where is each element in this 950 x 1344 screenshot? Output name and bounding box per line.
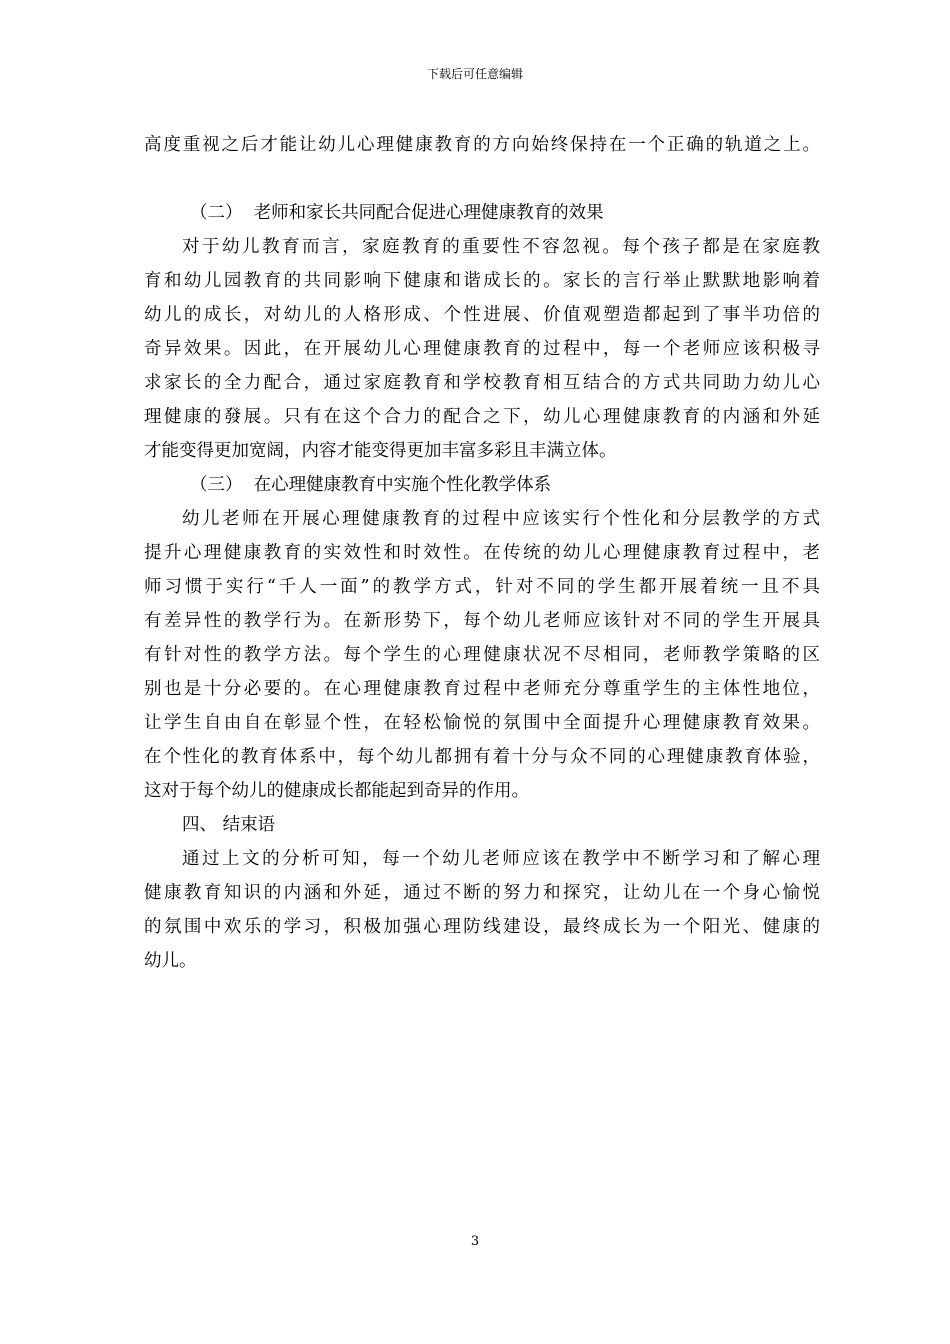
paragraph-line: 别也是十分必要的。在心理健康教育过程中老师充分尊重学生的主体性地位， [144,679,820,699]
document-body [144,128,820,978]
paragraph-line: 健康教育知识的内涵和外延，通过不断的努力和探究，让幼儿在一个身心愉悦 [144,883,820,903]
paragraph-line: 师习惯于实行“千人一面”的教学方式，针对不同的学生都开展着统一且不具 [144,577,820,597]
section-heading-4: 四、 结束语 [182,815,276,835]
page-header: 下载后可任意编辑 [426,67,523,81]
paragraph-line: 育和幼儿园教育的共同影响下健康和谐成长的。家长的言行举止默默地影响着 [144,271,820,291]
page-number: 3 [470,1234,480,1249]
paragraph-line: 有针对性的教学方法。每个学生的心理健康状况不尽相同，老师教学策略的区 [144,645,820,665]
paragraph-line: 提升心理健康教育的实效性和时效性。在传统的幼儿心理健康教育过程中，老 [144,543,820,563]
paragraph-line: 在个性化的教育体系中，每个幼儿都拥有着十分与众不同的心理健康教育体验， [144,747,820,767]
paragraph-line: 这对于每个幼儿的健康成长都能起到奇异的作用。 [144,781,529,801]
paragraph-line: 求家长的全力配合，通过家庭教育和学校教育相互结合的方式共同助力幼儿心 [144,373,820,393]
paragraph-line: 理健康的發展。只有在这个合力的配合之下，幼儿心理健康教育的内涵和外延 [144,407,820,427]
section-heading-2: （二） 老师和家长共同配合促进心理健康教育的效果 [190,203,604,223]
paragraph-line: 奇异效果。因此，在开展幼儿心理健康教育的过程中，每一个老师应该积极寻 [144,339,820,359]
paragraph-line: 幼儿老师在开展心理健康教育的过程中应该实行个性化和分层教学的方式 [182,509,820,529]
paragraph-gap [144,162,820,196]
section-heading-3: （三） 在心理健康教育中实施个性化教学体系 [190,475,552,495]
paragraph-line: 幼儿。 [144,951,197,971]
paragraph-line: 通过上文的分析可知，每一个幼儿老师应该在教学中不断学习和了解心理 [182,849,820,869]
paragraph-line: 才能变得更加宽阔，内容才能变得更加丰富多彩且丰满立体。 [144,441,617,461]
paragraph-line: 高度重视之后才能让幼儿心理健康教育的方向始终保持在一个正确的轨道之上。 [144,135,820,155]
paragraph-line: 幼儿的成长，对幼儿的人格形成、个性进展、价值观塑造都起到了事半功倍的 [144,305,820,325]
paragraph-line: 有差异性的教学行为。在新形势下，每个幼儿老师应该针对不同的学生开展具 [144,611,820,631]
paragraph-line: 让学生自由自在彰显个性，在轻松愉悦的氛围中全面提升心理健康教育效果。 [144,713,820,733]
paragraph-line: 对于幼儿教育而言，家庭教育的重要性不容忽视。每个孩子都是在家庭教 [182,237,820,257]
paragraph-line: 的氛围中欢乐的学习，积极加强心理防线建设，最终成长为一个阳光、健康的 [144,917,820,937]
